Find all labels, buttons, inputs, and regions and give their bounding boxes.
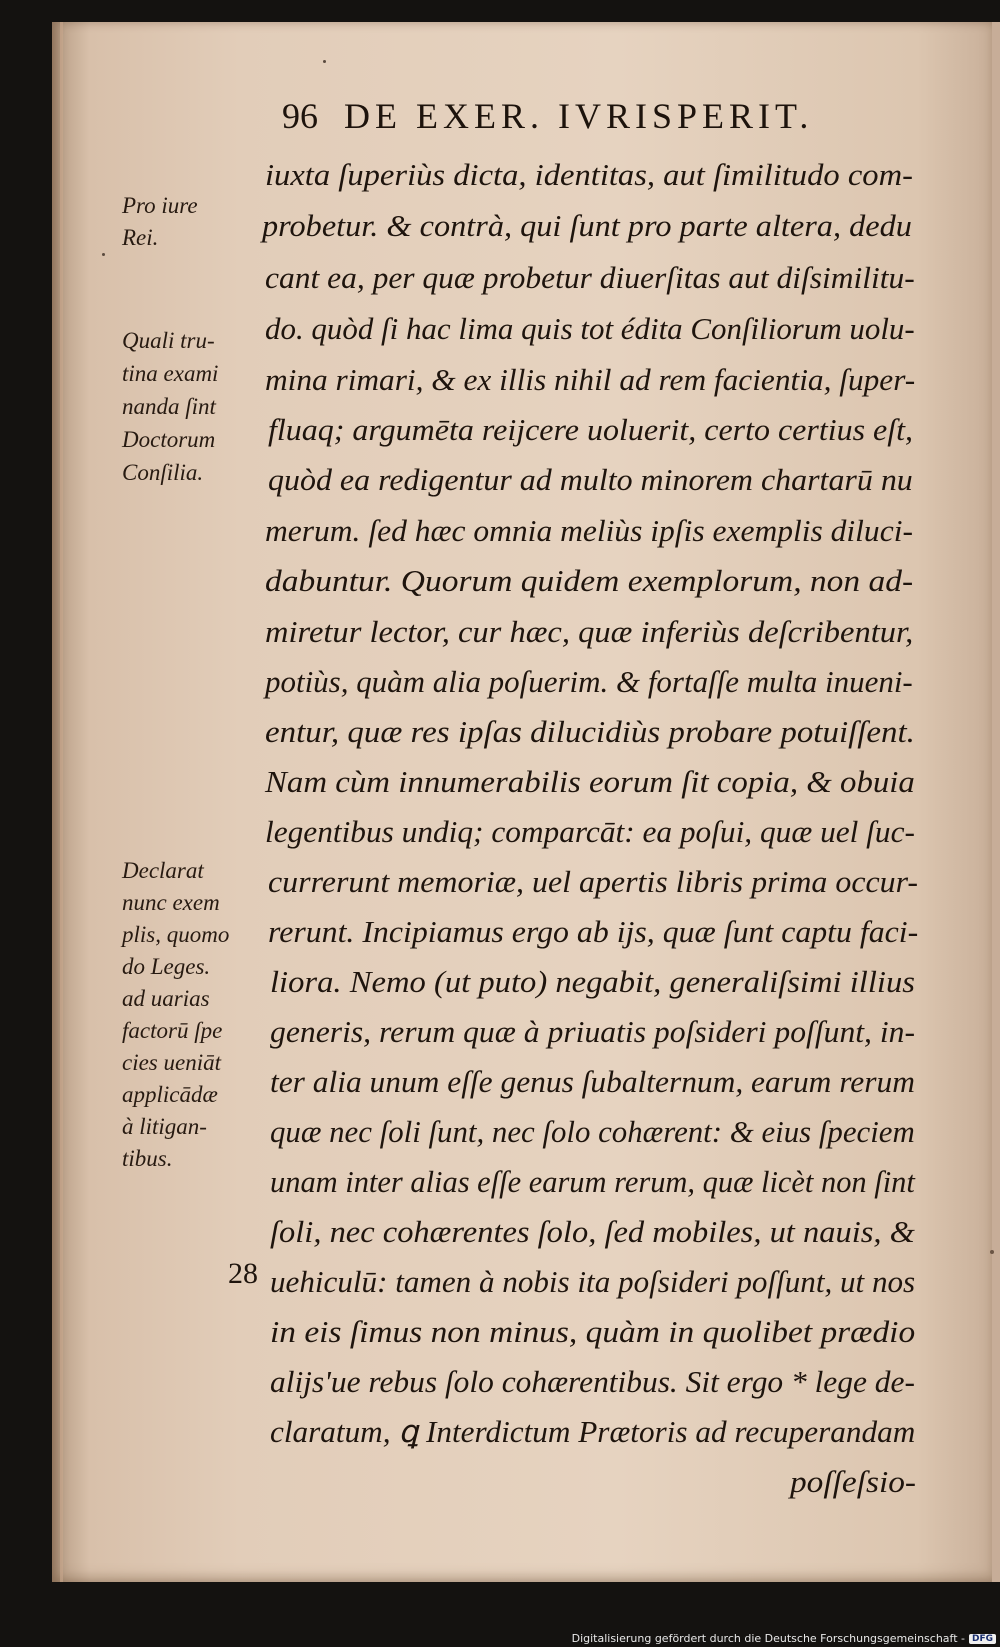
text-line: poſſeſsio- [790, 1464, 917, 1499]
text-line: do. quòd ſi hac lima quis tot édita Conſiliorum uolu- [265, 311, 915, 346]
text-line: in eis ſimus non minus, quàm in quolibet prædio [270, 1314, 916, 1349]
text-line: generis, rerum quæ à priuatis poſsideri poſſunt, in- [270, 1014, 916, 1049]
margin-note-line: à litigan- [122, 1114, 207, 1139]
running-header [282, 95, 813, 137]
dfg-logo: DFG [969, 1634, 996, 1644]
digitization-footer [572, 1632, 996, 1645]
edge-mark [990, 1250, 994, 1254]
text-line: currerunt memoriæ, uel apertis libris prima occur- [268, 864, 919, 899]
text-line: cant ea, per quæ probetur diuerſitas aut diſsimilitu- [265, 260, 915, 295]
ink-speck [102, 253, 105, 256]
text-line: miretur lector, cur hæc, quæ inferiùs deſcribentur, [265, 614, 914, 649]
text-line: Nam cùm innumerabilis eorum ſit copia, & obuia [265, 764, 915, 799]
text-line: rerunt. Incipiamus ergo ab ijs, quæ ſunt captu faci- [268, 914, 919, 949]
text-line: dabuntur. Quorum quidem exemplorum, non ad- [265, 563, 914, 598]
text-line: ſoli, nec cohærentes ſolo, ſed mobiles, ut nauis, & [270, 1214, 915, 1249]
margin-note-line: Doctorum [122, 427, 216, 452]
margin-note-line: Pro iure [122, 193, 198, 218]
footer-text: Digitalisierung gefördert durch die Deutsche Forschungsgemeinschaft - [571, 1632, 965, 1645]
margin-note-line: Conſilia. [122, 460, 204, 485]
text-line: ter alia unum eſſe genus ſubalternum, earum rerum [270, 1064, 915, 1099]
margin-note-line: do Leges. [122, 954, 211, 979]
text-line: mina rimari, & ex illis nihil ad rem facientia, ſuper- [265, 362, 916, 397]
margin-note-line: cies ueniāt [122, 1050, 221, 1075]
text-line: uehiculū: tamen à nobis ita poſsideri poſſunt, ut nos [270, 1264, 916, 1299]
text-line: unam inter alias eſſe earum rerum, quæ licèt non ſint [270, 1164, 915, 1199]
margin-note-line: factorū ſpe [122, 1018, 223, 1043]
text-line: probetur. & contrà, qui ſunt pro parte altera, dedu [262, 208, 912, 243]
text-line: alijs'ue rebus ſolo cohærentibus. Sit ergo * lege de- [270, 1364, 915, 1399]
margin-note-line: applicādæ [122, 1082, 218, 1107]
text-line: entur, quæ res ipſas dilucidiùs probare potuiſſent. [265, 714, 915, 749]
text-line: merum. ſed hæc omnia meliùs ipſis exemplis diluci- [265, 513, 913, 548]
text-line: iuxta ſuperiùs dicta, identitas, aut ſimilitudo com- [265, 157, 913, 192]
margin-note-line: Quali tru- [122, 328, 215, 353]
text-line: quæ nec ſoli ſunt, nec ſolo cohærent: & eius ſpeciem [270, 1114, 915, 1149]
text-line: potiùs, quàm alia poſuerim. & fortaſſe multa inueni- [265, 664, 913, 699]
text-line: quòd ea redigentur ad multo minorem chartarū nu [268, 462, 913, 497]
ink-speck [323, 60, 326, 63]
running-title: DE EXER. IVRISPERIT. [344, 96, 814, 136]
text-line: legentibus undiq; comparcāt: ea poſui, quæ uel ſuc- [265, 814, 915, 849]
page-number: 96 [282, 96, 318, 136]
text-line: fluaq; argumēta reijcere uoluerit, certo certius eſt, [268, 412, 914, 447]
margin-note-line: tibus. [122, 1146, 173, 1171]
margin-note-line: plis, quomo [122, 922, 230, 947]
text-line: claratum, ꝗ Interdictum Prætoris ad recuperandam [270, 1414, 916, 1449]
margin-note-line: Declarat [122, 858, 204, 883]
margin-note-line: nunc exem [122, 890, 220, 915]
margin-note-line: ad uarias [122, 986, 210, 1011]
margin-note-line: nanda ſint [122, 394, 216, 419]
margin-note-line: tina exami [122, 361, 219, 386]
text-line: liora. Nemo (ut puto) negabit, generaliſsimi illius [270, 964, 915, 999]
line-number: 28 [228, 1257, 258, 1290]
margin-note-line: Rei. [122, 225, 159, 250]
